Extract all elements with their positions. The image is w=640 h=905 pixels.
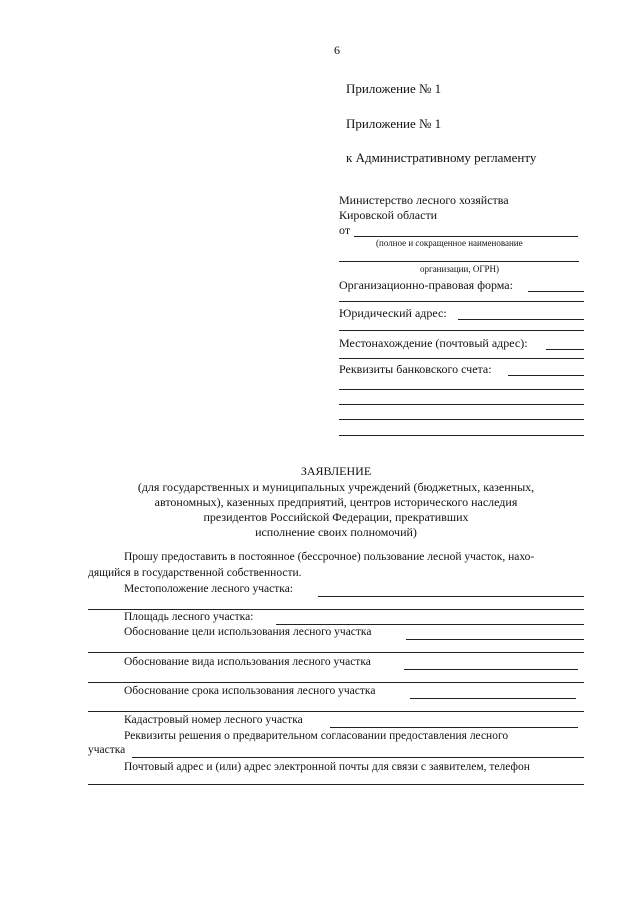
location-field-2[interactable] [88, 609, 584, 610]
postal-address-field-2[interactable] [339, 358, 584, 359]
usage-type-label: Обоснование вида использования лесного участка [124, 656, 371, 668]
applicant-name-field[interactable] [354, 236, 578, 237]
usage-term-field-2[interactable] [88, 711, 584, 712]
usage-type-field-2[interactable] [88, 682, 584, 683]
legal-form-field-2[interactable] [339, 301, 584, 302]
applicant-name-hint: (полное и сокращенное наименование [376, 238, 523, 248]
bank-details-field-2[interactable] [339, 389, 584, 390]
from-label: от [339, 223, 351, 237]
usage-term-field[interactable] [410, 698, 576, 699]
cadastral-number-label: Кадастровый номер лесного участка [124, 714, 303, 726]
decision-details-label-line1: Реквизиты решения о предварительном согласовании предоставления лесного [124, 730, 509, 742]
usage-term-label: Обоснование срока использования лесного участка [124, 685, 376, 697]
appendix-title-repeat: Приложение № 1 [346, 116, 442, 131]
usage-type-field[interactable] [404, 669, 578, 670]
postal-address-field[interactable] [546, 349, 584, 350]
area-label: Площадь лесного участка: [124, 611, 254, 623]
regulation-reference: к Административному регламенту [346, 150, 537, 165]
legal-form-field[interactable] [528, 291, 584, 292]
contact-info-field[interactable] [88, 784, 584, 785]
cadastral-number-field[interactable] [330, 727, 578, 728]
contact-info-label: Почтовый адрес и (или) адрес электронной почты для связи с заявителем, телефон [124, 761, 530, 773]
request-text-line2: дящийся в государственной собственности. [88, 567, 302, 579]
application-subtitle-line3: президентов Российской Федерации, прекративших [203, 510, 469, 524]
bank-details-field[interactable] [508, 375, 584, 376]
applicant-name-field-2[interactable] [339, 261, 579, 262]
organization-ogrn-hint: организации, ОГРН) [420, 264, 500, 274]
request-text-line1: Прошу предоставить в постоянное (бессрочное) пользование лесной участок, нахо- [124, 551, 535, 563]
postal-address-label: Местонахождение (почтовый адрес): [339, 336, 528, 350]
bank-details-field-5[interactable] [339, 435, 584, 436]
ministry-name-line1: Министерство лесного хозяйства [339, 193, 509, 207]
legal-form-label: Организационно-правовая форма: [339, 278, 513, 292]
ministry-name-line2: Кировской области [339, 208, 438, 222]
appendix-title: Приложение № 1 [346, 81, 442, 96]
bank-details-label: Реквизиты банковского счета: [339, 362, 492, 376]
purpose-field[interactable] [406, 639, 584, 640]
bank-details-field-3[interactable] [339, 404, 584, 405]
legal-address-field-2[interactable] [339, 330, 584, 331]
legal-address-field[interactable] [458, 319, 584, 320]
decision-details-field[interactable] [132, 757, 584, 758]
application-title: ЗАЯВЛЕНИЕ [300, 464, 372, 478]
application-subtitle-line1: (для государственных и муниципальных учреждений (бюджетных, казенных, [137, 480, 535, 494]
application-subtitle-line2: автономных), казенных предприятий, центров исторического наследия [154, 495, 518, 509]
area-field[interactable] [276, 624, 584, 625]
bank-details-field-4[interactable] [339, 419, 584, 420]
legal-address-label: Юридический адрес: [339, 306, 447, 320]
location-label: Местоположение лесного участка: [124, 583, 294, 595]
page-number: 6 [334, 43, 340, 57]
purpose-label: Обоснование цели использования лесного участка [124, 626, 372, 638]
application-subtitle-line4: исполнение своих полномочий) [255, 525, 417, 539]
location-field[interactable] [318, 596, 584, 597]
purpose-field-2[interactable] [88, 652, 584, 653]
decision-details-label-line2: участка [88, 744, 126, 756]
